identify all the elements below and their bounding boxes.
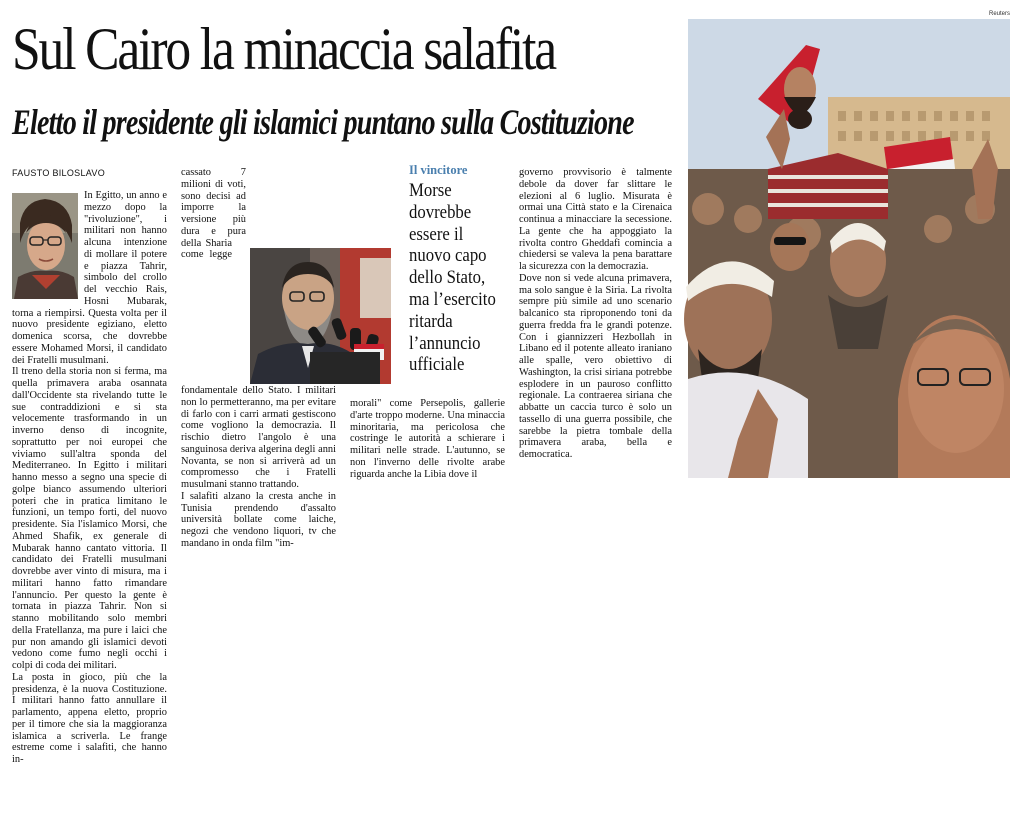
subheadline: Eletto il presidente gli islamici puntano sulla Costituzione <box>12 102 634 142</box>
column-4-paragraph-2: Dove non si vede alcuna primavera, ma solo sangue è la Siria. La rivolta sempre più simile ad uno scenario balcanico sta riproponendo toni da guerra fredda fra le grandi potenze. Con i giannizzeri Hezbollah in Libano ed il potente alleato iraniano alle spalle, vero obiettivo di Washington, la crisi siriana potrebbe esplodere in un pauroso conflitto regionale. La contraerea siriana che abbatte un caccia turco è solo un tassello di una guerra possibile, che sarebbe la pietra tombale della primavera araba, bella e democratica. <box>519 272 672 460</box>
pull-quote: Morse dovrebbe essere il nuovo capo dello Stato, ma l’esercito ritarda l’annuncio ufficiale <box>409 180 496 376</box>
column-3-paragraph-1: morali" come Persepolis, gallerie d'arte troppo moderne. Una minaccia minoritaria, ma pericolosa che costringe le autorità a schierare i militari nelle strade. L'autunno, se non l'inverno delle rivolte arabe riguarda anche la Libia dove il <box>350 398 505 480</box>
article-column-3 <box>350 398 505 488</box>
article-column-4 <box>519 167 672 485</box>
tahrir-crowd-photo <box>688 19 1010 478</box>
column-2-paragraph-1: cassato 7 milioni di voti, sono decisi ad imporre la versione più dura e pura della Sharia come legge fondamentale dello Stato. I militari non lo permetteranno, ma per evitare di farlo con i carri armati gestiscono come vogliono la democrazia. Il rischio dietro l'angolo è una sanguinosa deriva algerina degli anni Novanta, se non si arriverà ad un compromesso che i Fratelli musulmani stanno trattando. <box>181 167 336 490</box>
pull-quote-kicker: Il vincitore <box>409 163 468 177</box>
photo-credit: Reuters <box>988 11 1010 17</box>
byline: FAUSTO BILOSLAVO <box>12 168 105 178</box>
headline: Sul Cairo la minaccia salafita <box>12 16 556 82</box>
column-1-paragraph-1: In Egitto, un anno e mezzo dopo la "rivoluzione", i militari non hanno alcuna intenzione di mollare il potere e piazza Tahrir, simbolo del crollo del vecchio Rais, Hosni Mubarak, torna a riempirsi. Questa volta per il nuovo presidente egiziano, eletto domenica scorsa, che dovrebbe essere Mohamed Morsi, il candidato dei Fratelli musulmani. <box>12 190 167 366</box>
crowd-illustration <box>688 19 1010 478</box>
column-2-paragraph-2: I salafiti alzano la cresta anche in Tunisia prendendo d'assalto università bollate come laiche, negozi che vendono liquori, tv che mandano in onda film "im- <box>181 490 336 549</box>
column-1-paragraph-3: La posta in gioco, più che la presidenza, è la nuova Costituzione. I militari hanno fatto annullare il parlamento, appena eletto, proprio per il timore che sia la maggioranza islamica a scriverla. Le frange estreme come i salafiti, che hanno in- <box>12 671 167 765</box>
column-1-paragraph-2: Il treno della storia non si ferma, ma quella primavera araba osannata dall'Occidente sta rivelando tutte le sue contraddizioni e si sta velocemente trasformando in un inverno denso di incognite, soprattutto per noi europei che viviamo sull'altra sponda del Mediterraneo. In Egitto i militari hanno messo a segno una specie di golpe bianco assumendo ulteriori poteri che in pratica limitano le funzioni, un tempo forti, del nuovo presidente. Sia l'islamico Morsi, che Ahmed Shafik, ex generale di Mubarak hanno cantato vittoria. Il candidato dei Fratelli musulmani dovrebbe aver vinto di misura, ma i militari hanno fatto rimandare l'annuncio. Per questo la gente è tornata in piazza Tahrir. Non si stanno mobilitando solo membri della Fratellanza, ma pure i laici che pur non amando gli islamici devoti vedono come fumo negli occhi i colpi di coda dei militari. <box>12 366 167 671</box>
press-conference-illustration <box>250 248 391 384</box>
article-column-1 <box>12 190 167 810</box>
column-4-paragraph-1: governo provvisorio è talmente debole da dover far slittare le elezioni al 6 luglio. Misurata è ormai una Città stato e la Cirenaica continua a minacciare la secessione. La gente che ha appoggiato la rivolta contro Gheddafi comincia a chiedersi se valeva la pena barattare la sicurezza con la democrazia. <box>519 167 672 272</box>
morsi-photo <box>250 248 391 384</box>
